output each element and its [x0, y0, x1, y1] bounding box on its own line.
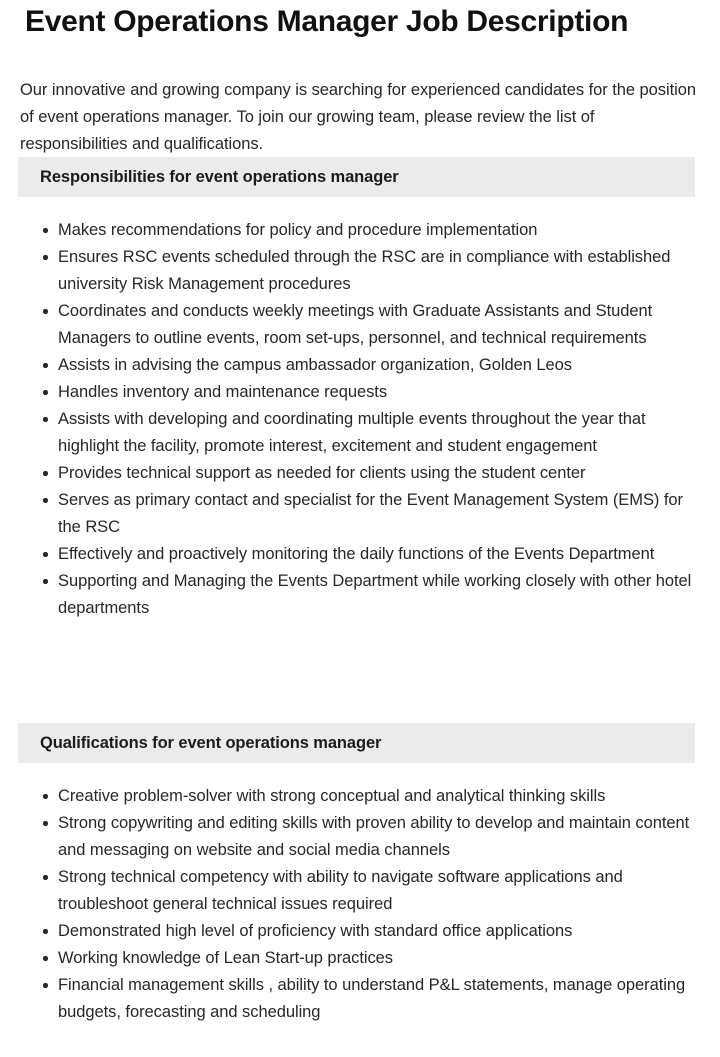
section-qualifications — [0, 723, 720, 1026]
list-item: Demonstrated high level of proficiency with standard office applications — [0, 918, 720, 945]
section-header-label: Responsibilities for event operations manager — [40, 167, 399, 186]
section-header-responsibilities — [18, 157, 695, 197]
list-item: Serves as primary contact and specialist for the Event Management System (EMS) for the RSC — [0, 487, 720, 541]
qualifications-list — [0, 763, 720, 1026]
list-item: Assists in advising the campus ambassador organization, Golden Leos — [0, 352, 720, 379]
list-item: Assists with developing and coordinating multiple events throughout the year that highlight the facility, promote interest, excitement and student engagement — [0, 406, 720, 460]
list-item: Working knowledge of Lean Start-up practices — [0, 945, 720, 972]
section-responsibilities — [0, 157, 720, 622]
list-item: Effectively and proactively monitoring the daily functions of the Events Department — [0, 541, 720, 568]
section-header-qualifications — [18, 723, 695, 763]
list-item: Financial management skills , ability to understand P&L statements, manage operating budgets, forecasting and scheduling — [0, 972, 720, 1026]
list-item: Makes recommendations for policy and procedure implementation — [0, 217, 720, 244]
page-title: Event Operations Manager Job Description — [25, 5, 629, 38]
list-item: Strong copywriting and editing skills with proven ability to develop and maintain content and messaging on website and social media channels — [0, 810, 720, 864]
list-item: Handles inventory and maintenance requests — [0, 379, 720, 406]
responsibilities-list — [0, 197, 720, 622]
list-item: Provides technical support as needed for clients using the student center — [0, 460, 720, 487]
intro-paragraph: Our innovative and growing company is searching for experienced candidates for the position of event operations manager. To join our growing team, please review the list of responsibilities and qualifications. — [20, 80, 697, 153]
list-item: Creative problem-solver with strong conceptual and analytical thinking skills — [0, 783, 720, 810]
list-item: Ensures RSC events scheduled through the RSC are in compliance with established university Risk Management procedures — [0, 244, 720, 298]
list-item: Strong technical competency with ability to navigate software applications and troubleshoot general technical issues required — [0, 864, 720, 918]
section-header-label: Qualifications for event operations manager — [40, 733, 382, 752]
list-item: Supporting and Managing the Events Department while working closely with other hotel departments — [0, 568, 720, 622]
list-item: Coordinates and conducts weekly meetings with Graduate Assistants and Student Managers to outline events, room set-ups, personnel, and technical requirements — [0, 298, 720, 352]
